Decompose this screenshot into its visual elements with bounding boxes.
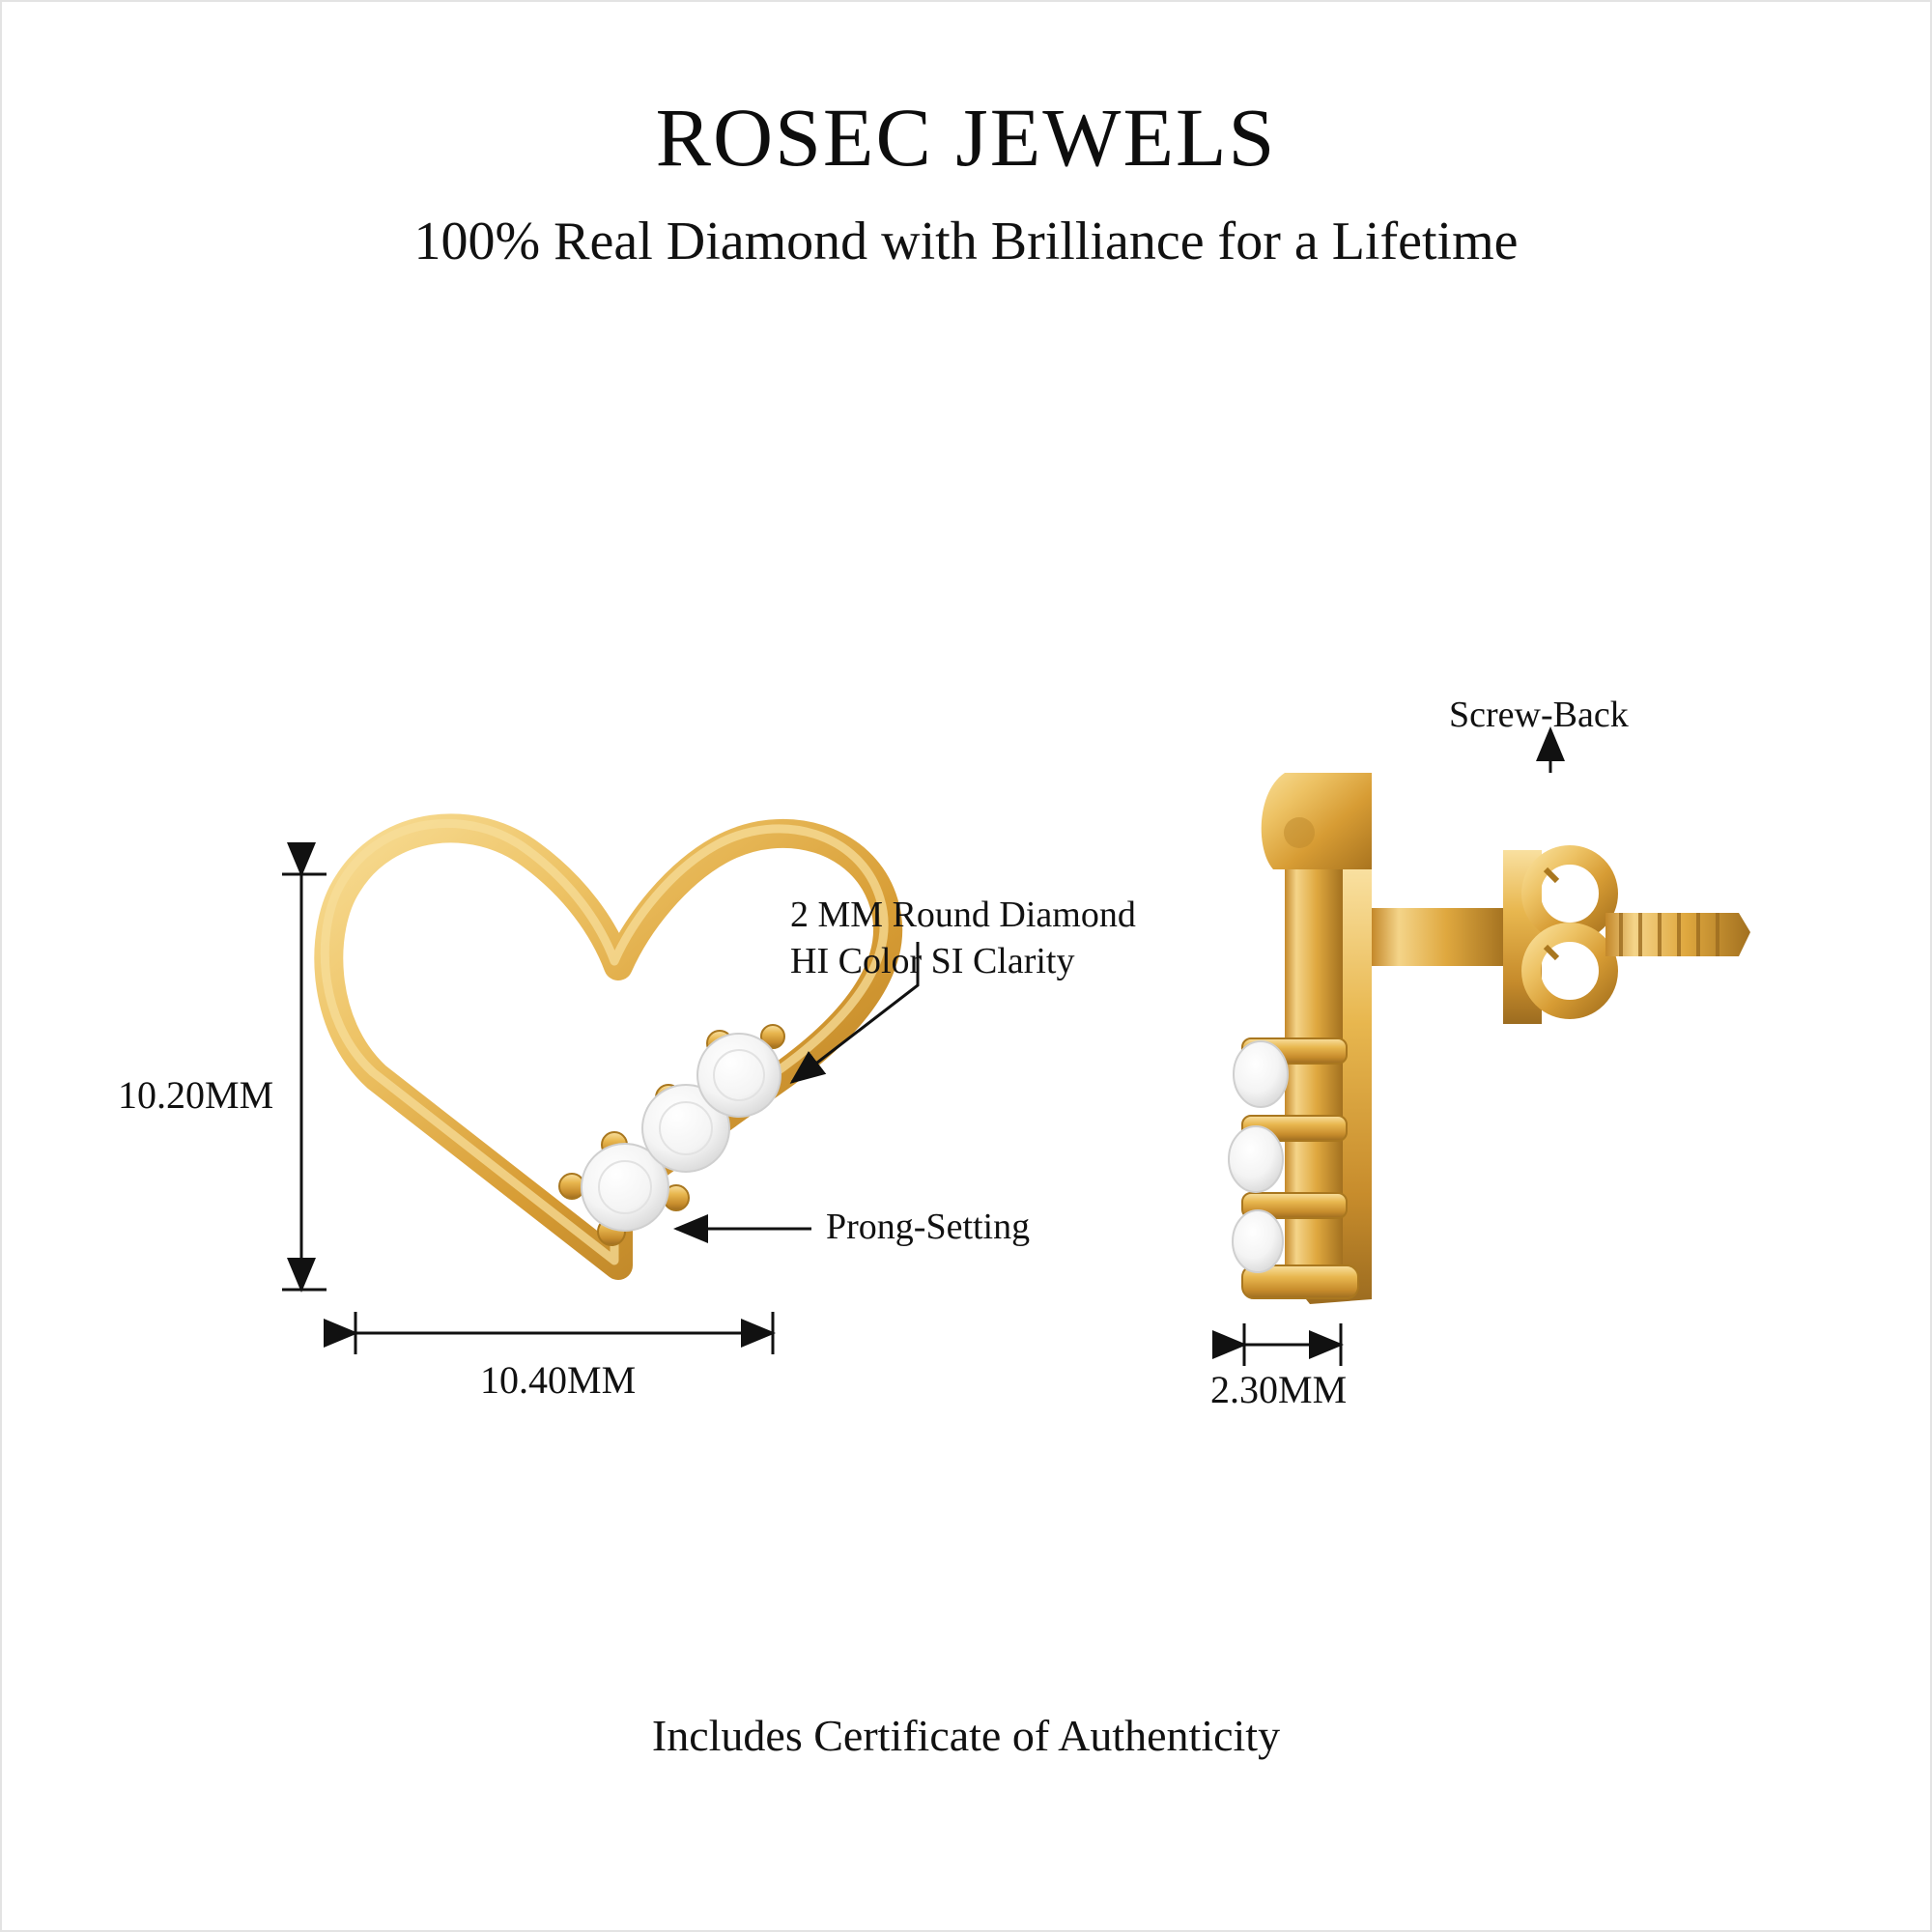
stone-spec-label-line1: 2 MM Round Diamond xyxy=(790,895,1136,935)
page-subtitle: 100% Real Diamond with Brilliance for a Lifetime xyxy=(413,212,1519,271)
prong-setting-label: Prong-Setting xyxy=(826,1207,1031,1247)
height-dimension-label: 10.20MM xyxy=(118,1073,274,1117)
stone-spec-label-line2: HI Color SI Clarity xyxy=(790,941,1075,981)
certificate-note: Includes Certificate of Authenticity xyxy=(651,1711,1281,1760)
screw-back-label: Screw-Back xyxy=(1449,695,1629,735)
page-title: ROSEC JEWELS xyxy=(655,91,1277,184)
thickness-dimension-label: 2.30MM xyxy=(1210,1368,1348,1411)
width-dimension-label: 10.40MM xyxy=(480,1358,637,1402)
